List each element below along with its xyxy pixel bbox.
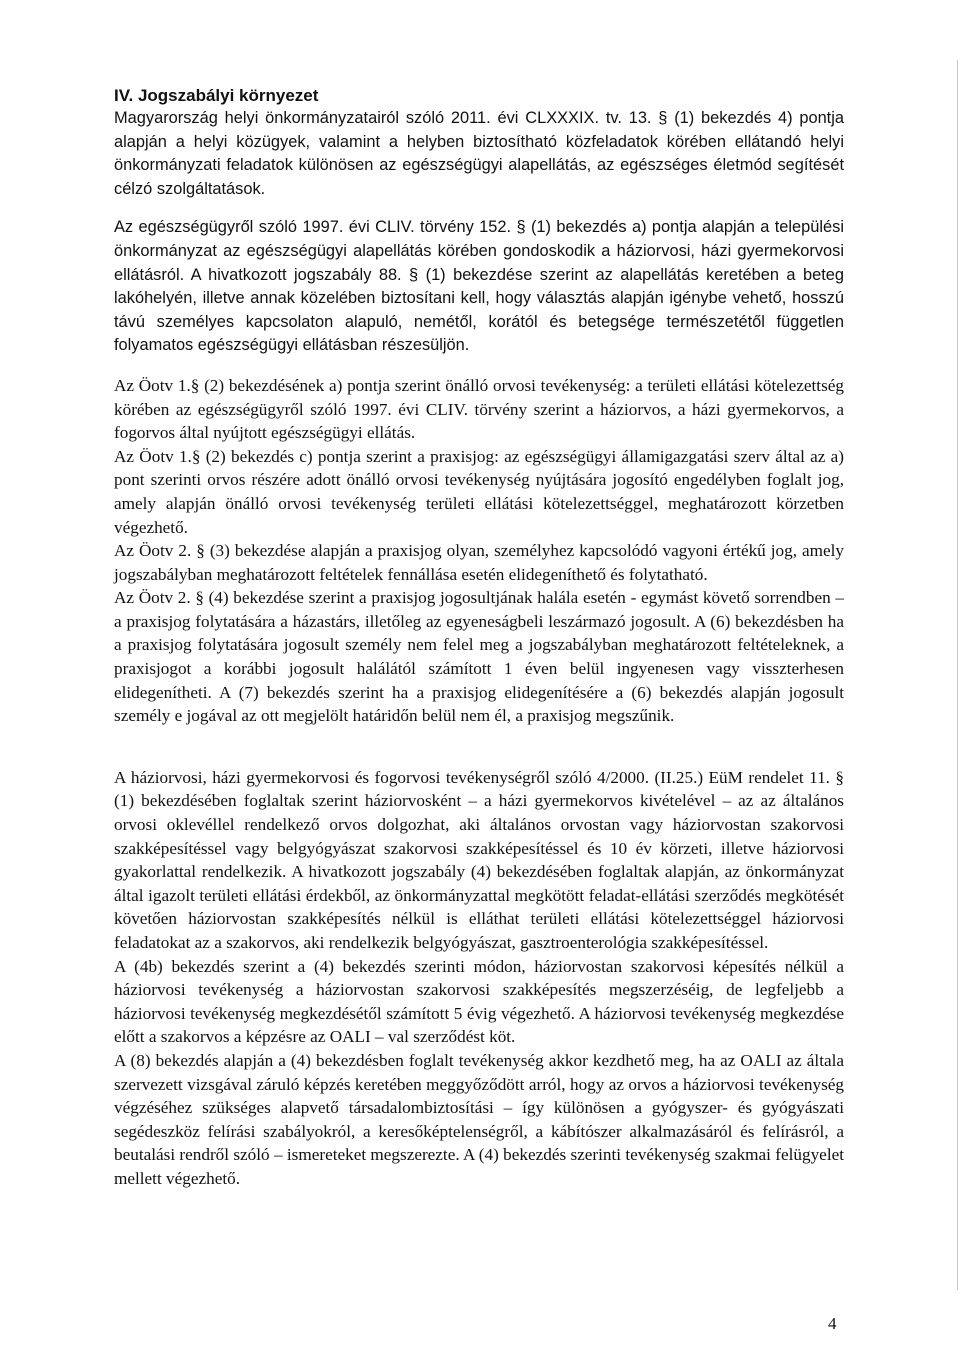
paragraph-oootv-1-a: Az Öotv 1.§ (2) bekezdésének a) pontja szerint önálló orvosi tevékenység: a területi ellátási kötelezettség körében az egészségügyről szóló 1997. évi CLIV. törvény szerint a háziorvos, a házi gyermekorvos, a fogorvos által nyújtott egészségügyi ellátás. — [114, 375, 844, 443]
paragraph-eum-decree: A háziorvosi, házi gyermekorvosi és fogorvosi tevékenységről szóló 4/2000. (II.25.) EüM rendelet 11. § (1) bekezdésében foglaltak szerint háziorvosként – a házi gyermekorvos kivételével – az az általános orvosi oklevéllel rendelkező orvos dolgozhat, aki általános orvostan vagy háziorvostan szakorvosi szakképesítéssel vagy belgyógyászat szakorvosi szakképesítéssel és 10 év körzeti, illetve háziorvosi gyakorlattal rendelkezik. A hivatkozott jogszabály (4) bekezdésében foglaltak alapján, az önkormányzat által igazolt területi ellátási érdekből, az önkormányzattal megkötött feladat-ellátási szerződés megkötését követően háziorvostan szakképesítés nélkül is elláthat területi ellátási kötelezettséggel háziorvosi feladatokat az a szakorvos, aki rendelkezik belgyógyászat, gasztroenterológia szakképesítéssel. — [114, 767, 844, 952]
paragraph-oootv-1-c: Az Öotv 1.§ (2) bekezdés c) pontja szerint a praxisjog: az egészségügyi államigazgatási szerv által az a) pont szerinti orvos részére adott önálló orvosi tevékenység nyújtására jogosító engedélyben foglalt jog, amely alapján önálló orvosi tevékenység területi ellátási kötelezettséggel, meghatározott körzetben végezhető. — [114, 446, 844, 537]
paragraph-local-government-act: Magyarország helyi önkormányzatairól szóló 2011. évi CLXXXIX. tv. 13. § (1) bekezdés 4) pontja alapján a helyi közügyek, valamint a helyben biztosítható közfeladatok körében ellátandó helyi önkormányzati feladatok különösen az egészségügyi alapellátás, az egészséges életmód segítését célzó szolgáltatások. — [114, 109, 844, 198]
paragraph-oootv-2-3: Az Öotv 2. § (3) bekezdése alapján a praxisjog olyan, személyhez kapcsolódó vagyoni értékű jog, amely jogszabályban meghatározott feltételek fennállása esetén elidegeníthető és folytatható. — [114, 541, 844, 584]
scan-edge-mark — [957, 60, 958, 1290]
paragraph-health-act: Az egészségügyről szóló 1997. évi CLIV. törvény 152. § (1) bekezdés a) pontja alapján a települési önkormányzat az egészségügyi alapellátás körében gondoskodik a háziorvosi, házi gyermekorvosi ellátásról. A hivatkozott jogszabály 88. § (1) bekezdése szerint az alapellátás keretében a beteg lakóhelyén, illetve annak közelében biztosítani kell, hogy választás alapján igénybe vehető, hosszú távú személyes kapcsolaton alapuló, nemétől, korától és betegsége természetétől független folyamatos egészségügyi ellátásban részesüljön. — [114, 218, 844, 355]
paragraph-4b: A (4b) bekezdés szerint a (4) bekezdés szerinti módon, háziorvostan szakorvosi képesítés nélkül a háziorvosi tevékenység a háziorvostan szakorvosi szakképesítés megszerzéséig, de legfeljebb a háziorvosi tevékenység megkezdésétől számított 5 évig végezhető. A háziorvosi tevékenység megkezdése előtt a szakorvos a képzésre az OALI – val szerződést köt. — [114, 956, 844, 1047]
paragraph-oootv-2-4: Az Öotv 2. § (4) bekezdése szerint a praxisjog jogosultjának halála esetén - egymást követő sorrendben – a praxisjog folytatására a házastárs, illetőleg az egyeneságbeli leszármazó jogosult. A (6) bekezdésben ha a praxisjog folytatására jogosult személy nem felel meg a jogszabályban meghatározott feltételeknek, a praxisjogot a korábbi jogosult halálától számított 1 éven belül ingyenesen vagy visszterhesen elidegenítheti. A (7) bekezdés szerint ha a praxisjog elidegenítésére a (6) bekezdés alapján jogosult személy e jogával az ott megjelölt határidőn belül nem él, a praxisjog megszűnik. — [114, 588, 844, 726]
page-number: 4 — [828, 1314, 837, 1333]
document-page — [114, 84, 844, 1191]
section-heading: IV. Jogszabályi környezet — [114, 86, 319, 105]
paragraph-8: A (8) bekezdés alapján a (4) bekezdésben foglalt tevékenység akkor kezdhető meg, ha az OALI az általa szervezett vizsgával záruló képzés keretében meggyőződött arról, hogy az orvos a háziorvosi tevékenység végzéséhez szükséges alapvető társadalombiztosítási – így különösen a gyógyszer- és gyógyászati segédeszköz felírási szabályokról, a keresőképtelenségről, a kábítószer alkalmazásáról és felírásról, a beutalási rendről szóló – ismereteket megszerezte. A (4) bekezdés szerinti tevékenység szakmai felügyelet mellett végezhető. — [114, 1050, 844, 1188]
